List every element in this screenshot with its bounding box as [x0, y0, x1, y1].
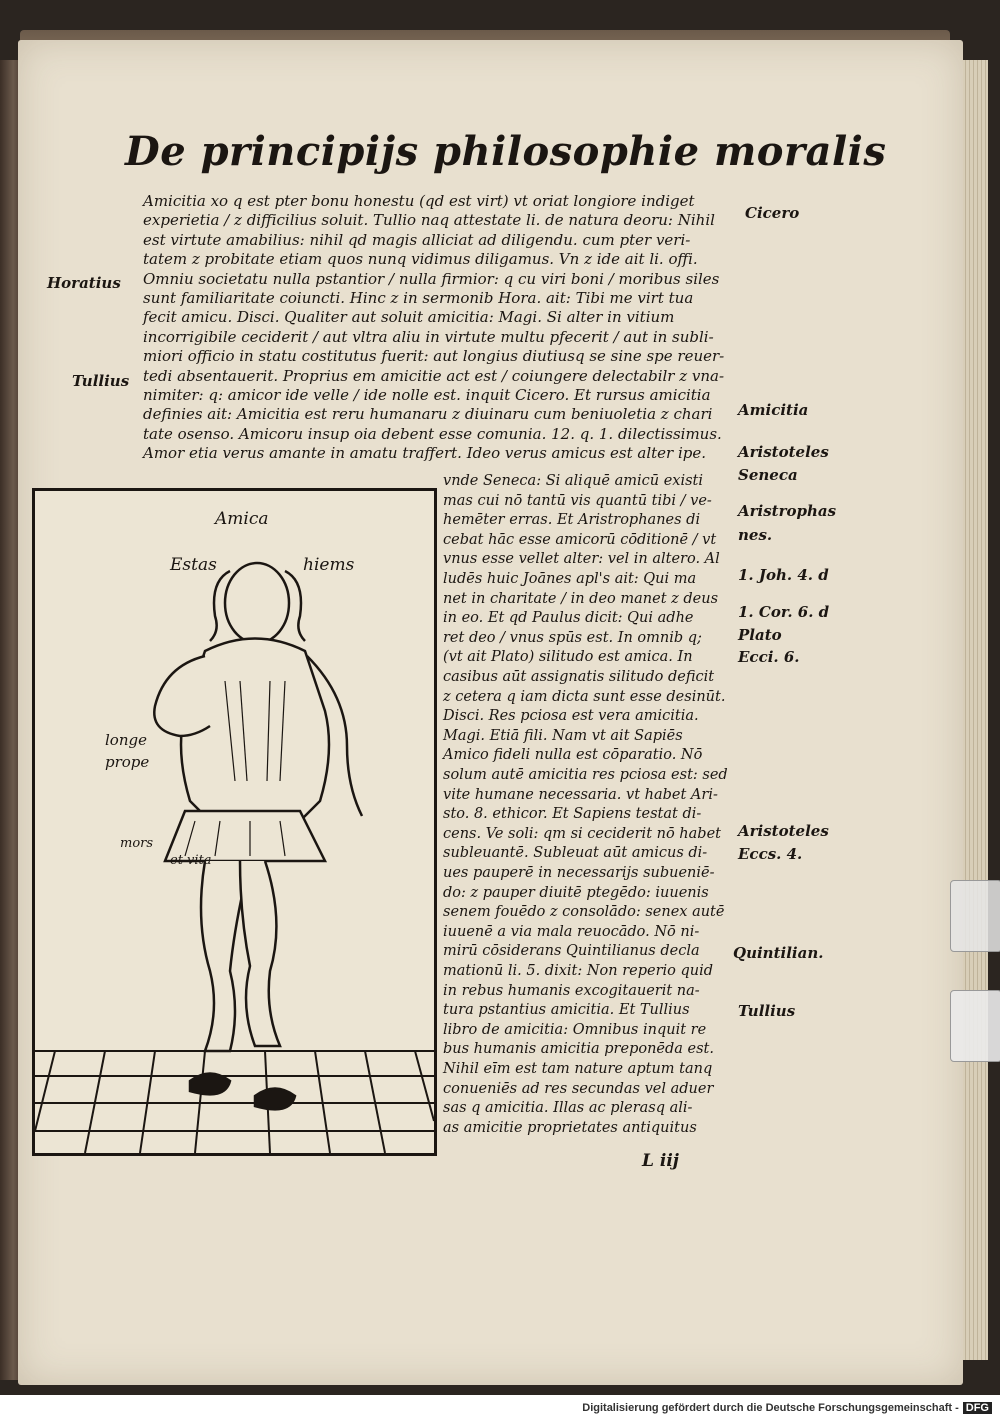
body-text-line: vnus esse vellet alter: vel in altero. Al	[443, 551, 720, 568]
body-text-line: hemēter erras. Et Aristrophanes di	[443, 512, 701, 529]
tiled-floor	[35, 1051, 434, 1153]
body-text-line: vite humane necessaria. vt habet Ari-	[443, 786, 718, 803]
body-text-line: conueniēs ad res secundas vel aduer	[443, 1080, 714, 1097]
margin-note-right: Aristoteles	[738, 822, 829, 840]
margin-note-right: Ecci. 6.	[738, 648, 800, 666]
body-text-line: tura pstantius amicitia. Et Tullius	[443, 1002, 690, 1019]
body-text-line: definies ait: Amicitia est reru humanaru z diuinaru cum beniuoletia z chari	[143, 405, 713, 424]
body-text-line: mas cui nō tantū vis quantū tibi / ve-	[443, 492, 712, 509]
body-text-line: mationū li. 5. dixit: Non reperio quid	[443, 963, 714, 979]
woodcut-caption-side: longe	[105, 731, 147, 749]
body-text-line: Amico fideli nulla est cōparatio. Nō	[443, 747, 703, 764]
body-text-line: cebat hāc esse amicorū cōditionē / vt	[443, 531, 717, 548]
margin-note-right: Tullius	[738, 1002, 796, 1020]
margin-note-right: Seneca	[738, 466, 798, 484]
body-text-line: fecit amicu. Disci. Qualiter aut soluit amicitia: Magi. Si alter in vitium	[143, 308, 675, 327]
body-text-line: casibus aūt assignatis silitudo deficit	[443, 669, 715, 685]
figure-drawing	[35, 491, 434, 1153]
body-text-line: nimiter: q: amicor ide velle / ide nolle est. inquit Cicero. Et rursus amicitia	[143, 386, 711, 404]
margin-note-right: Quintilian.	[733, 944, 824, 962]
woodcut-caption-side: prope	[105, 753, 150, 771]
footer-credit	[582, 1402, 992, 1414]
margin-note-left: Horatius	[47, 274, 121, 292]
margin-note-right: 1. Cor. 6. d	[738, 603, 830, 621]
footer-text: Digitalisierung gefördert durch die Deutsche Forschungsgemeinschaft -	[582, 1402, 959, 1414]
body-text-line: Amor etia verus amante in amatu traffert. Ideo verus amicus est alter ipe.	[143, 444, 707, 463]
body-text-line: solum autē amicitia res pciosa est: sed	[443, 767, 728, 783]
body-text-line: senem fouēdo z consolādo: senex autē	[443, 904, 725, 921]
body-text-line: sas q amicitia. Illas ac plerasq ali-	[443, 1100, 693, 1117]
margin-note-right: Eccs. 4.	[738, 845, 803, 863]
body-text-line: net in charitate / in deo manet z deus	[443, 590, 719, 607]
margin-note-right: Aristrophas	[738, 502, 837, 520]
body-text-line: iuuenē a via mala reuocādo. Nō ni-	[443, 923, 700, 940]
body-text-line: do: z pauper diuitē ptegēdo: iuuenis	[443, 884, 709, 901]
body-text-line: est virtute amabilius: nihil qd magis alliciat ad diligendu. cum pter veri-	[143, 230, 691, 249]
body-text-line: experietia / z difficilius soluit. Tullio naq attestate li. de natura deoru: Nihil	[143, 211, 715, 230]
body-text-line: in eo. Et qd Paulus dicit: Qui adhe	[443, 610, 694, 627]
standing-figure	[154, 563, 362, 1109]
body-text-line: ues pauperē in necessarijs subueniē-	[443, 865, 715, 881]
woodcut-caption-hem: mors	[120, 836, 154, 851]
body-text-line: Magi. Etiā fili. Nam vt ait Sapiēs	[443, 727, 683, 744]
body-text-line: mirū cōsiderans Quintilianus decla	[443, 943, 700, 960]
margin-note-right: Plato	[738, 626, 782, 644]
body-text-line: tedi absentauerit. Proprius em amicitie act est / coiungere delectabilr z vna-	[143, 366, 725, 385]
margin-note-right: Cicero	[745, 204, 800, 222]
body-text-line: miori officio in statu costitutus fuerit: aut longius diutiusq se sine spe reuer-	[143, 347, 725, 366]
margin-note-right: Amicitia	[738, 401, 809, 419]
body-text-line: tatem z probitate etiam quos nunq vidimus diligamus. Vn z ide ait li. offi.	[143, 250, 698, 269]
body-text-line: libro de amicitia: Omnibus inquit re	[443, 1021, 707, 1038]
margin-note-left: Tullius	[72, 372, 130, 390]
woodcut-illustration	[32, 488, 437, 1156]
body-text-line: subleuantē. Subleuat aūt amicus di-	[443, 845, 708, 862]
body-text-line: incorrigibile ceciderit / aut vltra aliu in virtute multu pfecerit / aut in subli-	[143, 327, 714, 346]
body-text-line: ludēs huic Joānes apl's ait: Qui ma	[443, 571, 697, 587]
page-title: De principijs philosophie moralis	[125, 128, 887, 175]
body-text-line: Disci. Res pciosa est vera amicitia.	[443, 708, 699, 725]
margin-note-right: nes.	[738, 526, 773, 544]
body-text-line: tate osenso. Amicoru insup oia debent esse comunia. 12. q. 1. dilectissimus.	[143, 424, 722, 443]
body-text-line: cens. Ve soli: qm si ceciderit nō habet	[443, 825, 721, 842]
dfg-logo: DFG	[963, 1402, 992, 1414]
body-text-line: vnde Seneca: Si aliquē amicū existi	[443, 473, 704, 489]
body-text-line: z cetera q iam dicta sunt esse desinūt.	[443, 688, 726, 705]
body-text-line: (vt ait Plato) silitudo est amica. In	[443, 649, 693, 666]
margin-note-right: Aristoteles	[738, 443, 829, 461]
body-text-line: bus humanis amicitia preponēda est.	[443, 1041, 714, 1058]
page-clip-tab	[950, 990, 1000, 1062]
margin-note-right: 1. Joh. 4. d	[738, 566, 829, 584]
body-text-line: sunt familiaritate coiuncti. Hinc z in sermonib Hora. ait: Tibi me virt tua	[143, 289, 694, 307]
body-text-line: ret deo / vnus spūs est. In omnib q;	[443, 629, 702, 646]
woodcut-caption-top: Amica	[215, 509, 269, 529]
woodcut-caption-left: Estas	[170, 555, 217, 575]
body-text-line: Amicitia xo q est pter bonu honestu (qd est virt) vt oriat longiore indiget	[143, 192, 695, 210]
body-text-line: Omniu societatu nulla pstantior / nulla firmior: q cu viri boni / moribus siles	[143, 269, 720, 288]
page-clip-tab	[950, 880, 1000, 952]
body-text-line: sto. 8. ethicor. Et Sapiens testat di-	[443, 806, 702, 823]
body-text-line: as amicitie proprietates antiquitus	[443, 1119, 697, 1136]
woodcut-caption-right: hiems	[303, 555, 355, 575]
page-signature: L iij	[642, 1151, 679, 1171]
body-text-line: in rebus humanis excogitauerit na-	[443, 982, 700, 999]
woodcut-caption-hem: et vita	[170, 853, 212, 868]
body-text-line: Nihil eīm est tam nature aptum tanq	[443, 1061, 713, 1077]
